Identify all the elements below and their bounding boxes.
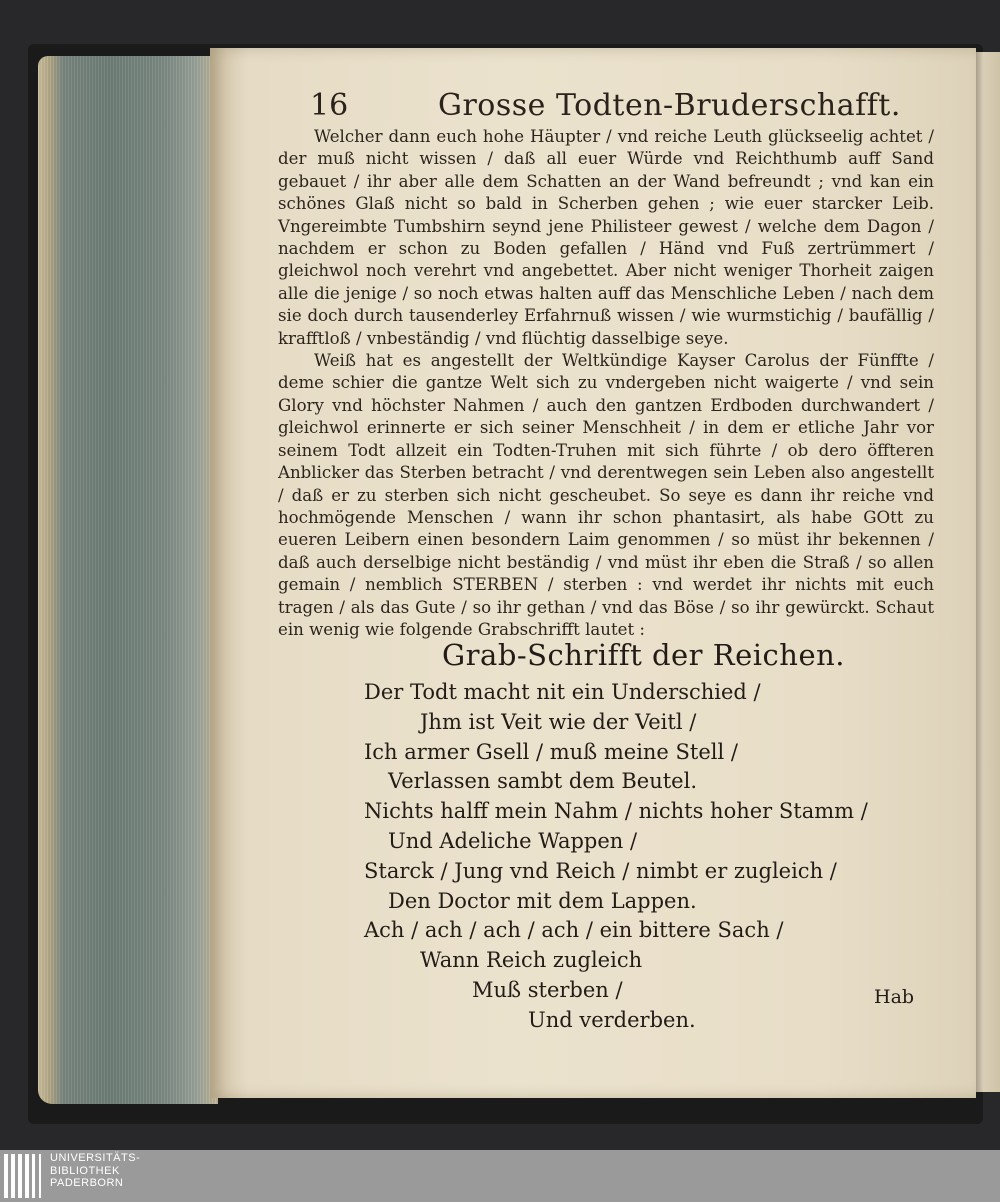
verse-line: Wann Reich zugleich	[420, 948, 643, 973]
verse-line: Ich armer Gsell / muß meine Stell /	[364, 739, 738, 764]
verse-line: Ach / ach / ach / ach / ein bittere Sach /	[364, 918, 784, 943]
epitaph-title: Grab-Schrifft der Reichen.	[442, 638, 845, 672]
library-name-line: BIBLIOTHEK	[50, 1164, 120, 1177]
verse-line: Starck / Jung vnd Reich / nimbt er zugleich /	[364, 858, 837, 883]
body-text	[278, 126, 934, 641]
paragraph-2: Weiß hat es angestellt der Weltkündige Kayser Carolus der Fünffte / deme schier die gantze Welt sich zu vndergeben nicht waigerte / vnd sein Glory vnd höchster Nahmen / auch den gantzen Erdboden durchwandert / gleichwol erinnerte er sich seiner Menschheit / in dem er etliche Jahr vor seinem Todt allzeit ein Todten-Truhen mit sich führte / ob dero öffteren Anblicker das Sterben betracht / vnd derentwegen sein Leben also angestellt / daß er zu sterben sich nicht gescheubet. So seye es dann ihr reiche vnd hochmögende Menschen / wann ihr schon phantasirt, als habe GOtt zu eueren Leibern einen besondern Laim genommen / so müst ihr bekennen / daß auch derselbige nicht beständig / vnd müst ihr eben die Straß / so allen gemain / nemblich STERBEN / sterben : vnd werdet ihr nichts mit euch tragen / als das Gute / so ihr gethan / vnd das Böse / so ihr gewürckt. Schaut ein wenig wie folgende Grabschrifft lautet :	[278, 351, 934, 639]
library-name-line: UNIVERSITÄTS-	[50, 1152, 141, 1164]
library-logo-icon	[4, 1154, 46, 1198]
verse-line: Und Adeliche Wappen /	[388, 828, 638, 853]
book-page	[210, 48, 976, 1098]
page-header	[310, 88, 910, 128]
verse-line: Den Doctor mit dem Lappen.	[388, 888, 697, 913]
verse-line: Nichts halff mein Nahm / nichts hoher Stamm /	[364, 799, 868, 824]
page-number: 16	[310, 88, 349, 123]
verse-line: Verlassen sambt dem Beutel.	[388, 769, 697, 794]
catchword: Hab	[874, 986, 915, 1008]
verse-line: Und verderben.	[528, 1007, 696, 1032]
library-name-line: PADERBORN	[50, 1177, 124, 1189]
book-fore-edge	[38, 56, 218, 1104]
running-title: Grosse Todten-Bruderschafft.	[438, 88, 901, 123]
verse-line: Muß sterben /	[472, 977, 623, 1002]
verse-line: Der Todt macht nit ein Underschied /	[364, 680, 761, 704]
paragraph-1: Welcher dann euch hohe Häupter / vnd reiche Leuth glückseelig achtet / der muß nicht wissen / daß all euer Würde vnd Reichthumb auff Sand gebauet / ihr aber alle dem Schatten an der Wand befreundt ; vnd kan ein schönes Glaß nicht so bald in Scherben gehen ; wie euer starcker Leib. Vngereimbte Tumbshirn seynd jene Philisteer gewest / welche dem Dagon / nachdem er schon zu Boden gefallen / Händ vnd Fuß zertrümmert / gleichwol noch verehrt vnd angebettet. Aber nicht weniger Thorheit zaigen alle die jenige / so noch etwas halten auff das Menschliche Leben / nach dem sie doch durch tausenderley Erfahrnuß wissen / wie wurmstichig / baufällig / krafftloß / vnbeständig / vnd flüchtig dasselbige seye.	[278, 127, 934, 348]
facing-page-edge	[972, 52, 1000, 1092]
library-footer-bar	[0, 1150, 1000, 1202]
verse-line: Jhm ist Veit wie der Veitl /	[420, 709, 697, 734]
epitaph-verse	[364, 678, 924, 1036]
library-name	[50, 1152, 140, 1190]
